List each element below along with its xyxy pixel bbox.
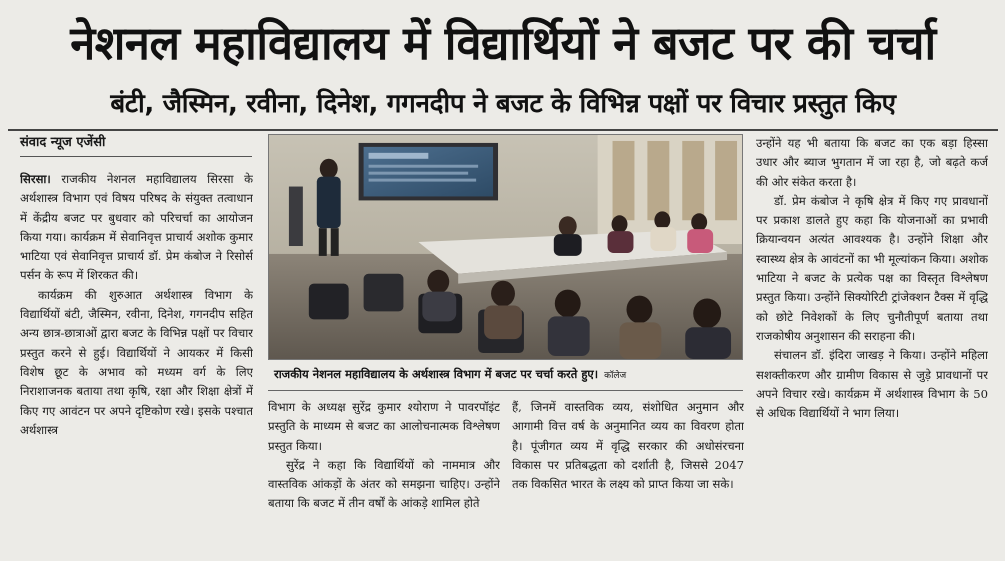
column-1: [20, 170, 253, 554]
column-4: [756, 134, 988, 554]
header-divider: [8, 129, 998, 131]
photo-caption: [268, 360, 743, 388]
headline: नेशनल महाविद्यालय में विद्यार्थियों ने बजट पर की चर्चा: [70, 16, 936, 70]
paragraph-2: कार्यक्रम की शुरुआत अर्थशास्त्र विभाग के विद्यार्थियों बंटी, जैस्मिन, रवीना, दिनेश, गगनदीप सहित अन्य छात्र-छात्राओं द्वारा बजट के विभिन्न पक्षों पर विचार प्रस्तुत करने से हुई। विद्यार्थियों ने आयकर में किसी विशेष छूट के अभाव को मध्यम वर्ग के लिए निराशाजनक बताया तथा कृषि, रक्षा और शिक्षा क्षेत्रों में किए गए आवंटन पर अपने दृष्टिकोण रखे। इसके पश्चात अर्थशास्त्र: [20, 287, 253, 437]
paragraph-6: उन्होंने यह भी बताया कि बजट का एक बड़ा हिस्सा उधार और ब्याज भुगतान में जा रहा है, जो बढ़ते कर्ज की ओर संकेत करता है।: [756, 136, 988, 189]
byline-divider: [20, 156, 252, 157]
event-photo: [268, 134, 743, 360]
paragraph-1: [20, 170, 253, 286]
byline: संवाद न्यूज एजेंसी: [20, 135, 106, 150]
dateline: सिरसा।: [20, 172, 51, 186]
classroom-photo-illustration: [269, 135, 742, 359]
paragraph-3: विभाग के अध्यक्ष सुरेंद्र कुमार श्योराण ने पावरपॉइंट प्रस्तुति के माध्यम से बजट का आलोचनात्मक विश्लेषण प्रस्तुत किया।: [268, 400, 500, 453]
paragraph-1-text: राजकीय नेशनल महाविद्यालय सिरसा के अर्थशास्त्र विभाग एवं विषय परिषद के संयुक्त तत्वाधान में केंद्रीय बजट पर बुधवार को परिचर्चा का आयोजन किया गया। कार्यक्रम में सेवानिवृत्त प्राचार्य अशोक कुमार भाटिया एवं सेवानिवृत्त प्राचार्य डॉ. प्रेम कंबोज ने रिसोर्स पर्सन के रूप में शिरकत की।: [20, 172, 253, 283]
photo-credit: कॉलेज: [604, 371, 627, 381]
caption-divider: [268, 390, 743, 391]
paragraph-5: हैं, जिनमें वास्तविक व्यय, संशोधित अनुमान और आगामी वित्त वर्ष के अनुमानित व्यय का विवरण होता है। पूंजीगत व्यय में वृद्धि सरकार की अधोसंरचना विकास पर प्रतिबद्धता को दर्शाती है, जिससे 2047 तक विकसित भारत के लक्ष्य को प्राप्त किया जा सके।: [512, 400, 744, 492]
column-2: [268, 398, 500, 554]
subheadline: बंटी, जैस्मिन, रवीना, दिनेश, गगनदीप ने बजट के विभिन्न पक्षों पर विचार प्रस्तुत किए: [110, 89, 896, 119]
column-3: [512, 398, 744, 554]
paragraph-4: सुरेंद्र ने कहा कि विद्यार्थियों को नाममात्र और वास्तविक आंकड़ों के अंतर को समझना चाहिए। उन्होंने बताया कि बजट में तीन वर्षों के आंकड़े शामिल होते: [268, 457, 500, 511]
photo-caption-text: राजकीय नेशनल महाविद्यालय के अर्थशास्त्र विभाग में बजट पर चर्चा करते हुए।: [274, 367, 599, 381]
paragraph-7: डॉ. प्रेम कंबोज ने कृषि क्षेत्र में किए गए प्रावधानों पर प्रकाश डालते हुए कहा कि योजनाओं का प्रभावी क्रियान्वयन अत्यंत आवश्यक है। उन्होंने शिक्षा और स्वास्थ्य क्षेत्र के आवंटनों का भी मूल्यांकन किया। अशोक भाटिया ने बजट के प्रत्येक पक्ष का विस्तृत विश्लेषण प्रस्तुत किया। उन्होंने सिक्योरिटी ट्रांजेक्शन टैक्स में वृद्धि को छोटे निवेशकों के लिए चुनौतीपूर्ण बताया तथा राजकोषीय अनुशासन की सराहना की।: [756, 193, 988, 343]
paragraph-8: संचालन डॉ. इंदिरा जाखड़ ने किया। उन्होंने महिला सशक्तीकरण और ग्रामीण विकास से जुड़े प्रावधानों पर अपने विचार रखे। कार्यक्रम में अर्थशास्त्र विभाग के 50 से अधिक विद्यार्थियों ने भाग लिया।: [756, 348, 988, 421]
